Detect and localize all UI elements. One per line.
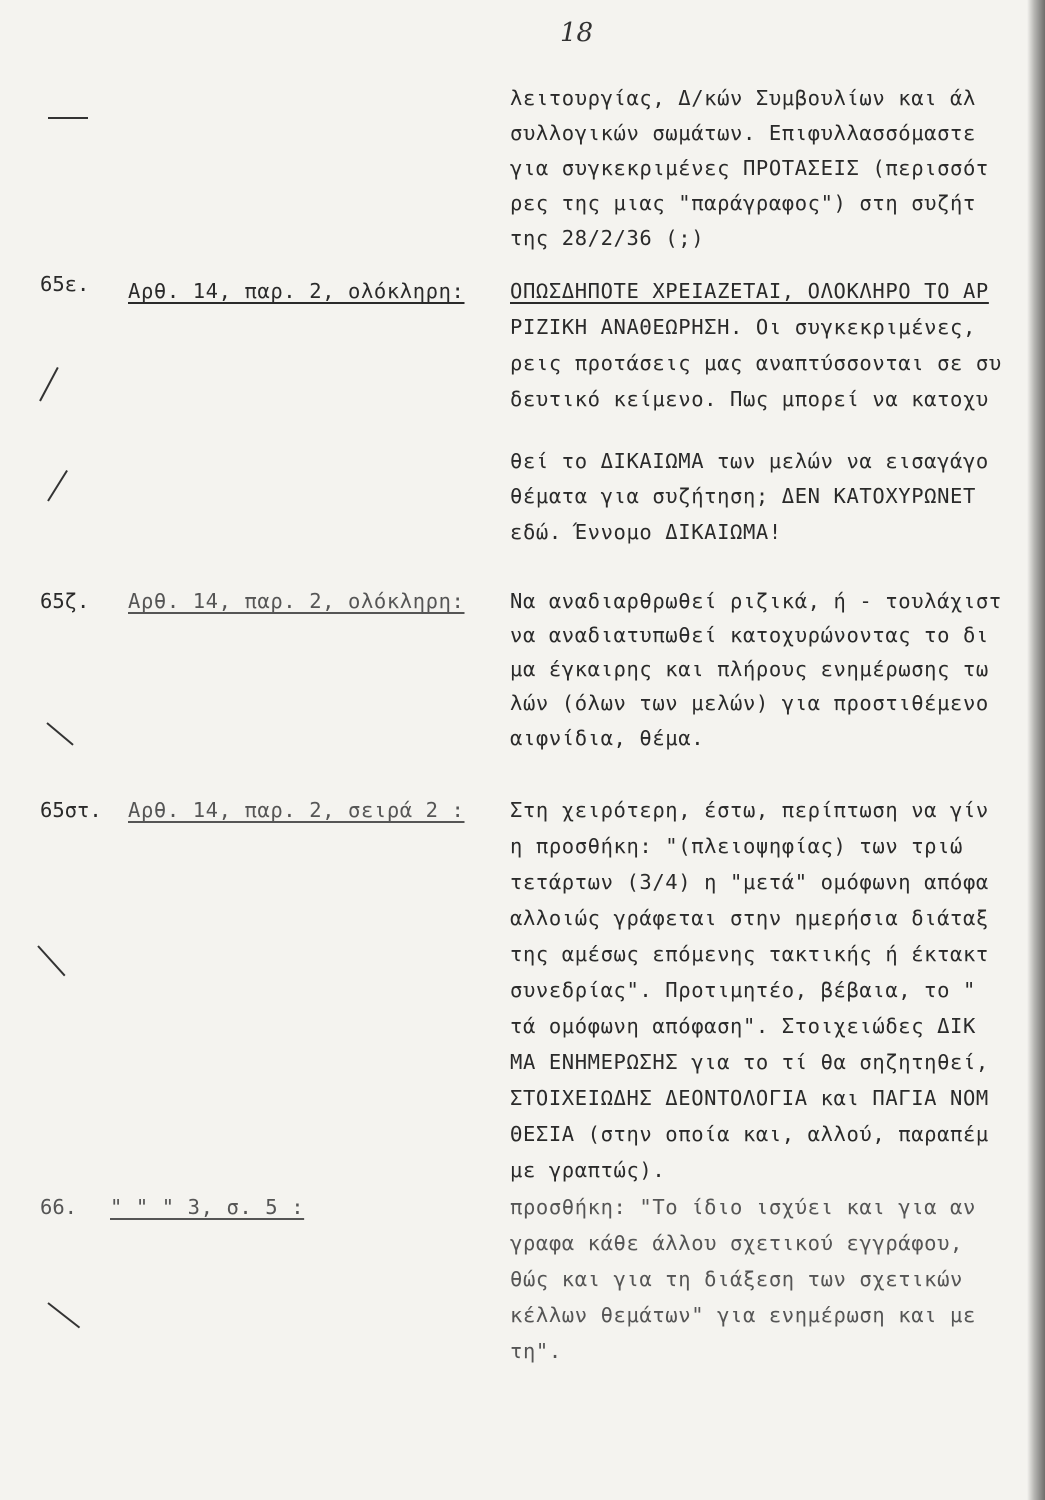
margin-backslash-mark: [47, 1302, 80, 1328]
body-line: θέματα για συζήτηση; ΔΕΝ ΚΑΤΟΧΥΡΩΝΕΤ: [510, 484, 976, 508]
article-reference: " " " 3, σ. 5 :: [110, 1195, 305, 1219]
body-line: μα έγκαιρης και πλήρους ενημέρωσης τω: [510, 657, 989, 681]
body-line: τη".: [510, 1339, 562, 1363]
body-line: θώς και για τη διάξεση των σχετικών: [510, 1267, 963, 1291]
body-line: αιφνίδια, θέμα.: [510, 726, 705, 750]
margin-dash-mark: [48, 117, 88, 119]
body-line: τά ομόφωνη απόφαση". Στοιχειώδες ΔΙΚ: [510, 1014, 976, 1038]
body-line: για συγκεκριμένες ΠΡΟΤΑΣΕΙΣ (περισσότ: [510, 156, 989, 180]
body-line: Στη χειρότερη, έστω, περίπτωση να γίν: [510, 798, 989, 822]
margin-backslash-mark: [46, 722, 73, 745]
body-line: Να αναδιαρθρωθεί ριζικά, ή - τουλάχιστ: [510, 589, 1002, 613]
body-line: της αμέσως επόμενης τακτικής ή έκτακτ: [510, 942, 989, 966]
body-line: κέλλων θεμάτων" για ενημέρωση και με: [510, 1303, 976, 1327]
margin-slash-mark: [47, 470, 68, 502]
body-line: ΘΕΣΙΑ (στην οποία και, αλλού, παραπέμ: [510, 1122, 989, 1146]
body-line: με γραπτώς).: [510, 1158, 666, 1182]
page-number: 18: [560, 18, 594, 48]
body-line: εδώ. Έννομο ΔΙΚΑΙΩΜΑ!: [510, 520, 782, 544]
body-line: η προσθήκη: "(πλειοψηφίας) των τριώ: [510, 834, 963, 858]
body-line: λών (όλων των μελών) για προστιθέμενο: [510, 691, 989, 715]
body-line: θεί το ΔΙΚΑΙΩΜΑ των μελών να εισαγάγο: [510, 449, 989, 473]
body-line: γραφα κάθε άλλου σχετικού εγγράφου,: [510, 1231, 963, 1255]
body-line: προσθήκη: "Το ίδιο ισχύει και για αν: [510, 1195, 976, 1219]
body-line: δευτικό κείμενο. Πως μπορεί να κατοχυ: [510, 387, 989, 411]
article-reference: Αρθ. 14, παρ. 2, ολόκληρη:: [128, 279, 465, 303]
body-line: τετάρτων (3/4) η "μετά" ομόφωνη απόφα: [510, 870, 989, 894]
margin-backslash-mark: [37, 945, 65, 976]
body-line: ΟΠΩΣΔΗΠΟΤΕ ΧΡΕΙΑΖΕΤΑΙ, ΟΛΟΚΛΗΡΟ ΤΟ ΑΡ: [510, 279, 989, 303]
body-line: ΡΙΖΙΚΗ ΑΝΑΘΕΩΡΗΣΗ. Οι συγκεκριμένες,: [510, 315, 976, 339]
body-line: λειτουργίας, Δ/κών Συμβουλίων και άλ: [510, 86, 976, 110]
body-line: ΜΑ ΕΝΗΜΕΡΩΣΗΣ για το τί θα σηζητηθεί,: [510, 1050, 989, 1074]
body-line: ρες της μιας "παράγραφος") στη συζήτ: [510, 191, 976, 215]
body-line: ΣΤΟΙΧΕΙΩΔΗΣ ΔΕΟΝΤΟΛΟΓΙΑ και ΠΑΓΙΑ ΝΟΜ: [510, 1086, 989, 1110]
body-line: αλλοιώς γράφεται στην ημερήσια διάταξ: [510, 906, 989, 930]
page-binding-shadow: [1027, 0, 1045, 1500]
margin-slash-mark: [39, 367, 59, 401]
body-line: συλλογικών σωμάτων. Επιφυλλασσόμαστε: [510, 121, 976, 145]
section-number: 65ε.: [40, 272, 90, 296]
section-number: 66.: [40, 1195, 78, 1219]
body-line: της 28/2/36 (;): [510, 226, 705, 250]
article-reference: Αρθ. 14, παρ. 2, ολόκληρη:: [128, 589, 465, 613]
article-reference: Αρθ. 14, παρ. 2, σειρά 2 :: [128, 798, 465, 822]
section-number: 65στ.: [40, 798, 102, 822]
section-number: 65ζ.: [40, 589, 90, 613]
body-line: ρεις προτάσεις μας αναπτύσσονται σε συ: [510, 351, 1002, 375]
body-line: να αναδιατυπωθεί κατοχυρώνοντας το δι: [510, 623, 989, 647]
body-line: συνεδρίας". Προτιμητέο, βέβαια, το ": [510, 978, 976, 1002]
